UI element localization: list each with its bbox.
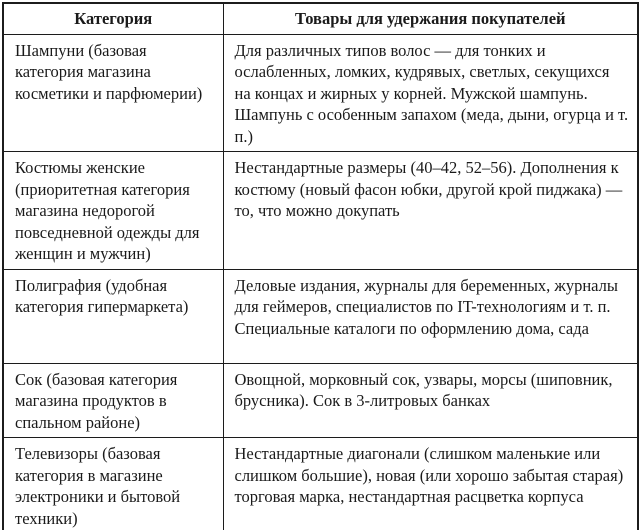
header-row [3, 3, 638, 34]
table-row [3, 34, 638, 152]
retention-products-table [2, 2, 639, 530]
category-cell: Сок (базовая категория магазина продуктов в спальном районе) [3, 363, 223, 438]
category-cell: Костюмы женские (приоритетная категория магазина недорогой повседневной одежды для женщин и мужчин) [3, 152, 223, 270]
column-header-category: Категория [3, 3, 223, 34]
products-cell: Нестандартные размеры (40–42, 52–56). Дополнения к костюму (новый фасон юбки, другой крой пиджака) — то, что можно докупать [223, 152, 638, 270]
column-header-products: Товары для удержания покупателей [223, 3, 638, 34]
category-cell: Шампуни (базовая категория магазина косметики и парфюмерии) [3, 34, 223, 152]
table-row [3, 152, 638, 270]
products-cell: Нестандартные диагонали (слишком маленькие или слишком большие), новая (или хорошо забытая старая) торговая марка, нестандартная расцветка корпуса [223, 438, 638, 530]
category-cell: Телевизоры (базовая категория в магазине электроники и бытовой техники) [3, 438, 223, 530]
category-cell: Полиграфия (удобная категория гипермаркета) [3, 269, 223, 363]
products-cell: Деловые издания, журналы для беременных, журналы для геймеров, специалистов по IT-технологиям и т. п. Специальные каталоги по оформлению дома, сада [223, 269, 638, 363]
products-cell: Для различных типов волос — для тонких и ослабленных, ломких, кудрявых, светлых, секущихся на концах и жирных у корней. Мужской шампунь. Шампунь с особенным запахом (меда, дыни, огурца и т. п.) [223, 34, 638, 152]
table-row [3, 269, 638, 363]
table-row [3, 363, 638, 438]
table-row [3, 438, 638, 530]
products-cell: Овощной, морковный сок, узвары, морсы (шиповник, брусника). Сок в 3-литровых банках [223, 363, 638, 438]
